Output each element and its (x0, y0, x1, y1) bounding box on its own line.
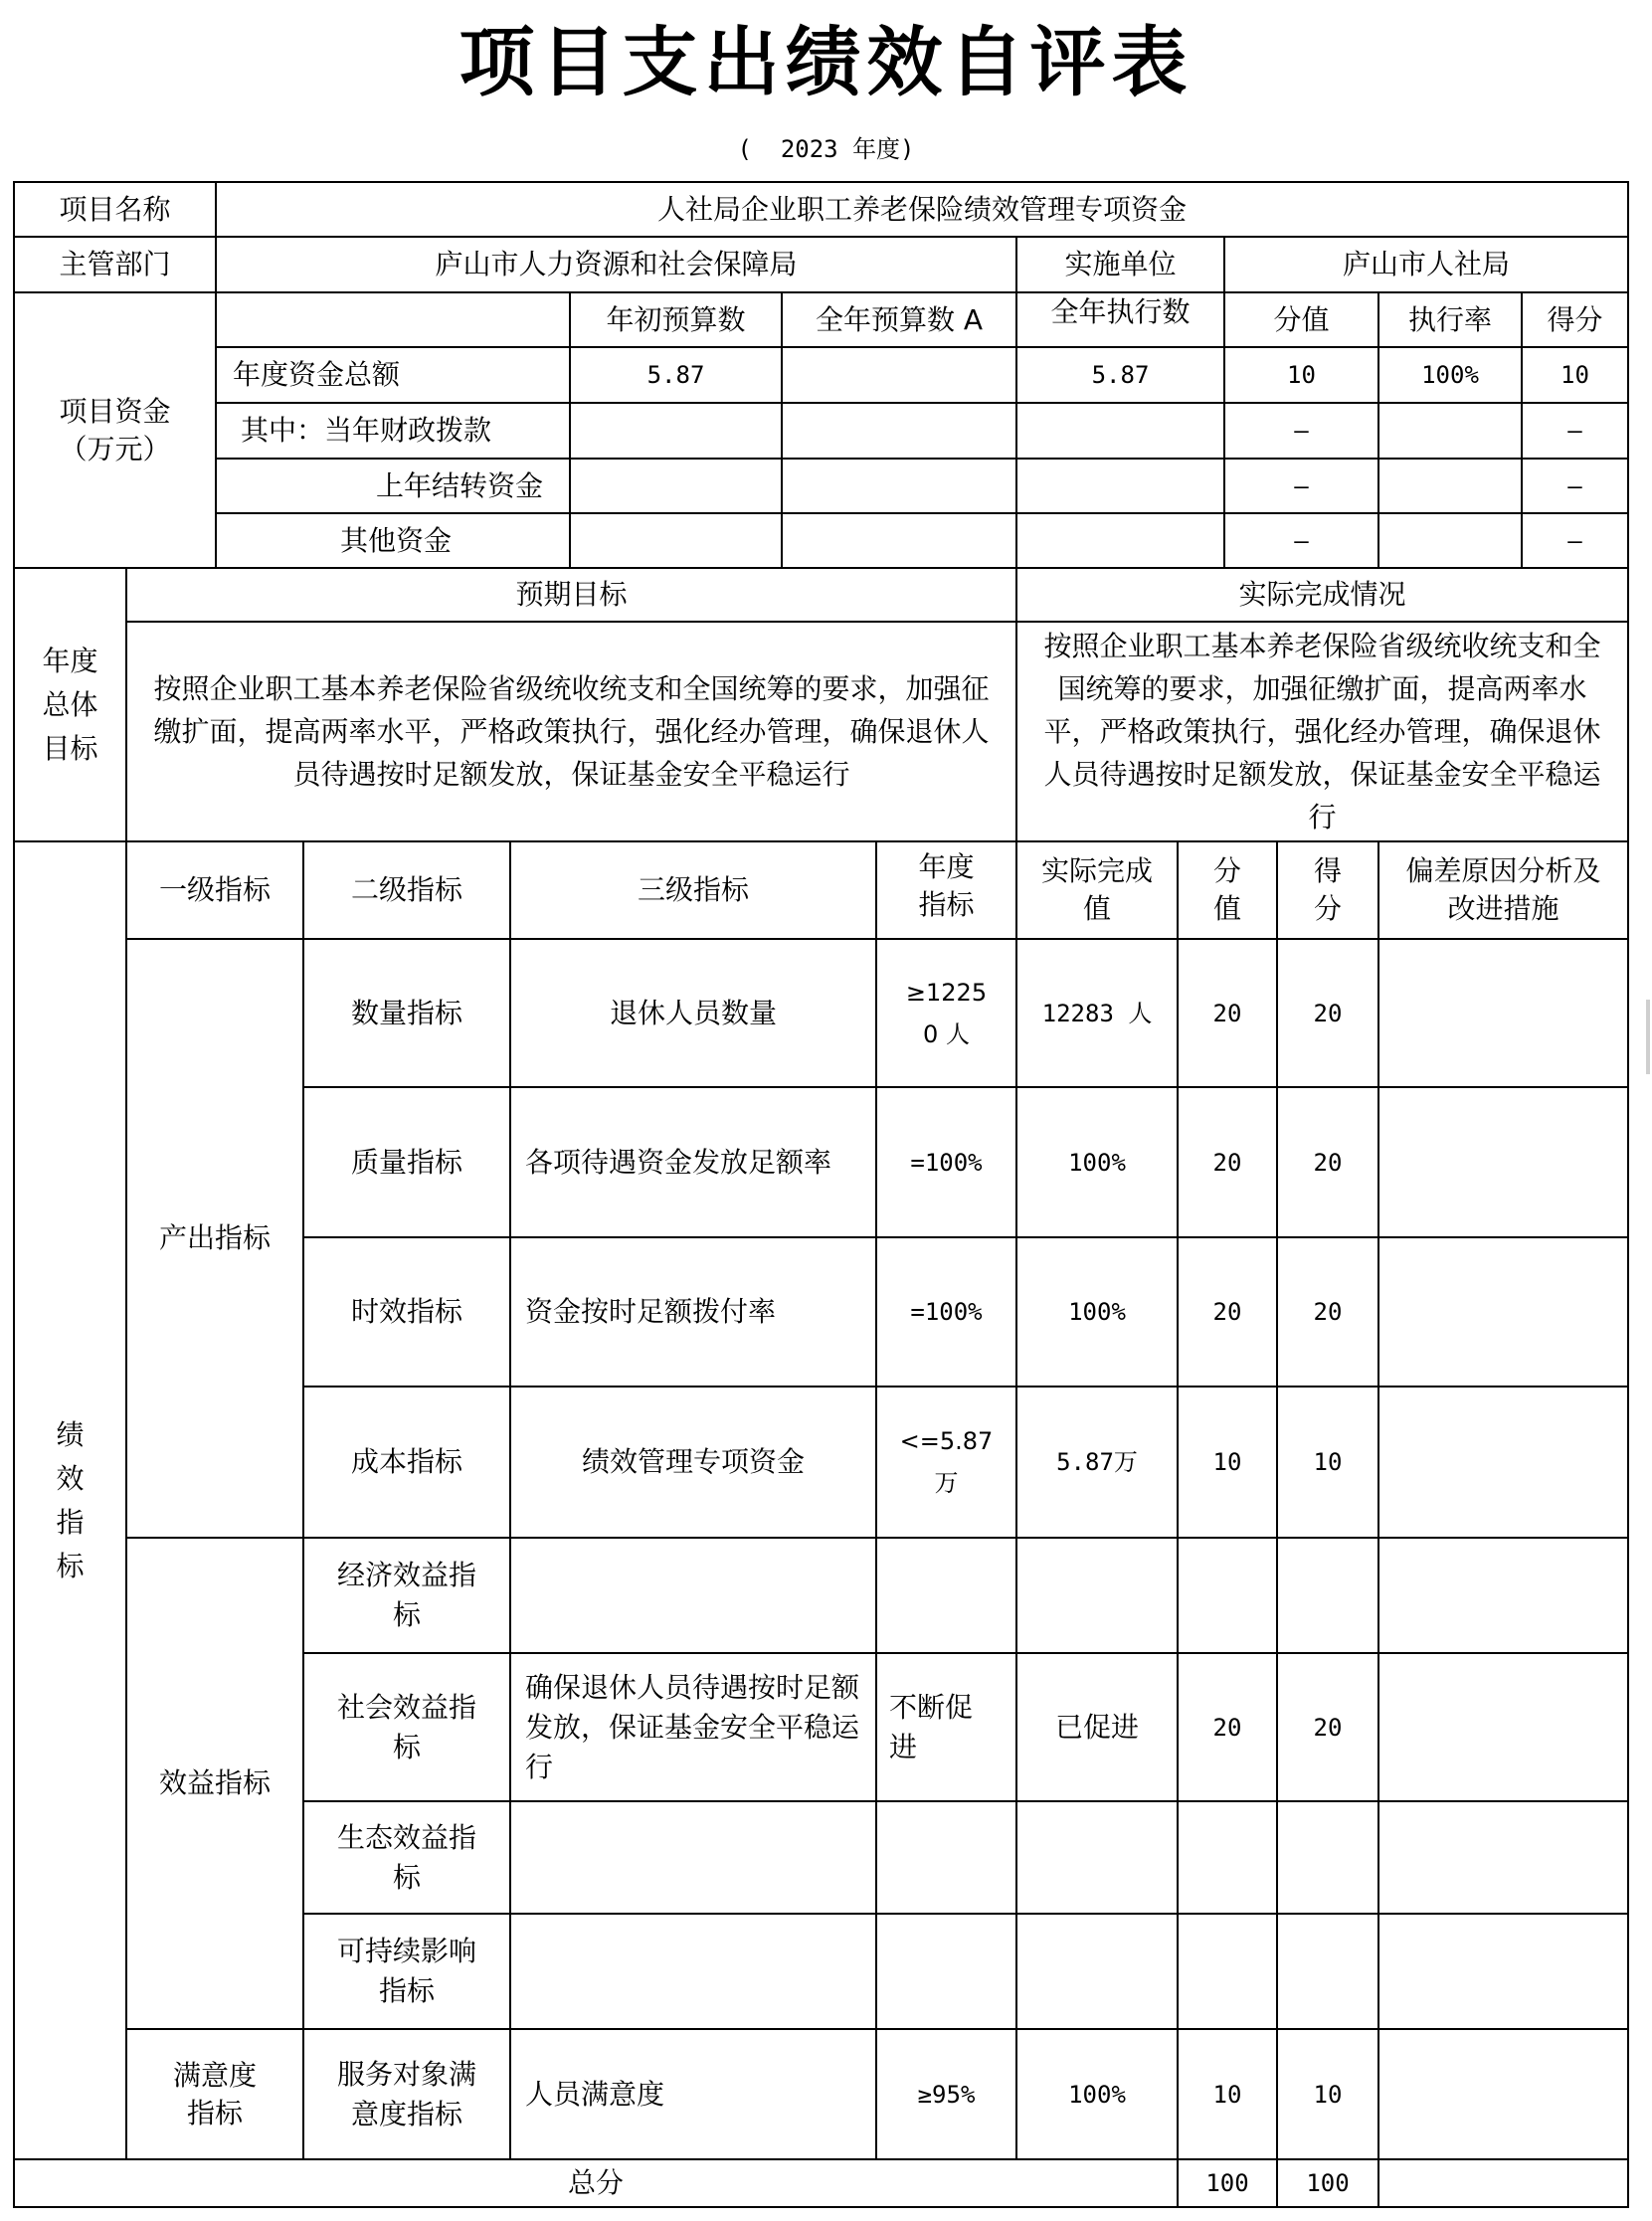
funds-executed (1015, 458, 1225, 514)
funds-initial (569, 402, 783, 460)
annual-target-cell: ≥12250 人 (875, 938, 1017, 1088)
funds-header-blank (215, 291, 571, 348)
score-cell: 20 (1276, 1236, 1379, 1388)
goals-actual-text: 按照企业职工基本养老保险省级统收统支和全国统筹的要求，加强征缴扩面，提高两率水平，严格政策执行，强化经办管理，确保退休人员待遇按时足额发放，保证基金安全平稳运行 (1015, 621, 1629, 842)
header-level1: 一级指标 (125, 840, 304, 940)
page-title: 项目支出绩效自评表 (459, 18, 1193, 106)
funds-initial (569, 512, 783, 569)
score-value-cell: 20 (1177, 938, 1278, 1088)
header-actual-value: 实际完成值 (1015, 840, 1179, 940)
annual-target-cell: =100% (875, 1236, 1017, 1388)
score-cell (1276, 1800, 1379, 1915)
actual-value-cell: 100% (1015, 1236, 1179, 1388)
impl-unit-value: 庐山市人社局 (1223, 236, 1629, 293)
level2-cell: 成本指标 (302, 1386, 511, 1539)
level2-cell: 生态效益指标 (302, 1800, 511, 1915)
project-name-label: 项目名称 (13, 181, 217, 238)
score-value-cell: 10 (1177, 2028, 1278, 2160)
deviation-cell (1377, 1652, 1629, 1802)
funds-initial (569, 458, 783, 514)
actual-value-cell: 已促进 (1015, 1652, 1179, 1802)
deviation-cell (1377, 1236, 1629, 1388)
score-cell: 10 (1276, 2028, 1379, 2160)
score-value-cell: 20 (1177, 1236, 1278, 1388)
funds-annual (781, 402, 1017, 460)
deviation-cell (1377, 2028, 1629, 2160)
impl-unit-label: 实施单位 (1015, 236, 1225, 293)
funds-annual (781, 346, 1017, 404)
level1-benefit: 效益指标 (125, 1537, 304, 2030)
funds-rate (1377, 512, 1523, 569)
deviation-cell (1377, 1913, 1629, 2030)
funds-rate: 100% (1377, 346, 1523, 404)
deviation-cell (1377, 1086, 1629, 1238)
funds-row-label: 年度资金总额 (215, 346, 571, 404)
level3-cell: 确保退休人员待遇按时足额发放，保证基金安全平稳运行 (509, 1652, 877, 1802)
total-label: 总分 (13, 2158, 1179, 2208)
annual-target-cell: 不断促进 (875, 1652, 1017, 1802)
funds-score-value: — (1223, 402, 1379, 460)
dept-value: 庐山市人力资源和社会保障局 (215, 236, 1017, 293)
score-value-cell: 20 (1177, 1652, 1278, 1802)
deviation-cell (1377, 1386, 1629, 1539)
funds-row-label: 其中：当年财政拨款 (215, 402, 571, 460)
score-cell: 10 (1276, 1386, 1379, 1539)
score-cell: 20 (1276, 1086, 1379, 1238)
funds-initial: 5.87 (569, 346, 783, 404)
funds-label: 项目资金 （万元） (13, 291, 217, 569)
header-annual-target: 年度指标 (875, 840, 1017, 940)
header-score-value: 分值 (1177, 840, 1278, 940)
funds-score: — (1521, 512, 1629, 569)
level1-satisfaction: 满意度指标 (125, 2028, 304, 2160)
funds-annual (781, 458, 1017, 514)
level3-cell: 退休人员数量 (509, 938, 877, 1088)
funds-score: — (1521, 458, 1629, 514)
annual-target-cell (875, 1800, 1017, 1915)
score-cell: 20 (1276, 1652, 1379, 1802)
funds-executed: 5.87 (1015, 346, 1225, 404)
funds-row-label: 其他资金 (215, 512, 571, 569)
header-level2: 二级指标 (302, 840, 511, 940)
score-value-cell: 20 (1177, 1086, 1278, 1238)
level2-cell: 经济效益指标 (302, 1537, 511, 1654)
score-value-cell (1177, 1537, 1278, 1654)
actual-value-cell (1015, 1913, 1179, 2030)
score-value-cell (1177, 1800, 1278, 1915)
funds-header-score-value: 分值 (1223, 291, 1379, 348)
annual-target-cell (875, 1913, 1017, 2030)
goals-expected-text: 按照企业职工基本养老保险省级统收统支和全国统筹的要求，加强征缴扩面，提高两率水平，严格政策执行，强化经办管理，确保退休人员待遇按时足额发放，保证基金安全平稳运行 (125, 621, 1017, 842)
header-level3: 三级指标 (509, 840, 877, 940)
deviation-cell (1377, 1537, 1629, 1654)
level2-cell: 社会效益指标 (302, 1652, 511, 1802)
funds-header-rate: 执行率 (1377, 291, 1523, 348)
funds-score-value: — (1223, 458, 1379, 514)
actual-value-cell: 12283 人 (1015, 938, 1179, 1088)
funds-score-value: — (1223, 512, 1379, 569)
level2-cell: 服务对象满意度指标 (302, 2028, 511, 2160)
funds-header-executed: 全年执行数 (1015, 291, 1225, 348)
annual-target-cell: ≥95% (875, 2028, 1017, 2160)
funds-executed (1015, 402, 1225, 460)
level2-cell: 可持续影响指标 (302, 1913, 511, 2030)
funds-score-value: 10 (1223, 346, 1379, 404)
funds-row-label: 上年结转资金 (215, 458, 571, 514)
score-cell (1276, 1913, 1379, 2030)
scrollbar-thumb[interactable] (1646, 1000, 1650, 1074)
funds-executed (1015, 512, 1225, 569)
project-name-value: 人社局企业职工养老保险绩效管理专项资金 (215, 181, 1629, 238)
actual-value-cell: 100% (1015, 1086, 1179, 1238)
funds-header-initial: 年初预算数 (569, 291, 783, 348)
actual-value-cell (1015, 1537, 1179, 1654)
header-score: 得分 (1276, 840, 1379, 940)
score-cell (1276, 1537, 1379, 1654)
header-deviation: 偏差原因分析及改进措施 (1377, 840, 1629, 940)
funds-score: — (1521, 402, 1629, 460)
funds-rate (1377, 458, 1523, 514)
funds-annual (781, 512, 1017, 569)
total-score: 100 (1276, 2158, 1379, 2208)
goals-expected-header: 预期目标 (125, 567, 1017, 623)
annual-target-cell: =100% (875, 1086, 1017, 1238)
goals-label: 年度 总体 目标 (13, 567, 127, 842)
funds-header-score: 得分 (1521, 291, 1629, 348)
deviation-cell (1377, 938, 1629, 1088)
level3-cell (509, 1913, 877, 2030)
level3-cell (509, 1800, 877, 1915)
level3-cell: 各项待遇资金发放足额率 (509, 1086, 877, 1238)
actual-value-cell: 5.87万 (1015, 1386, 1179, 1539)
actual-value-cell (1015, 1800, 1179, 1915)
level3-cell: 人员满意度 (509, 2028, 877, 2160)
level3-cell: 绩效管理专项资金 (509, 1386, 877, 1539)
actual-value-cell: 100% (1015, 2028, 1179, 2160)
level2-cell: 质量指标 (302, 1086, 511, 1238)
dept-label: 主管部门 (13, 236, 217, 293)
goals-actual-header: 实际完成情况 (1015, 567, 1629, 623)
deviation-cell (1377, 1800, 1629, 1915)
level2-cell: 数量指标 (302, 938, 511, 1088)
score-cell: 20 (1276, 938, 1379, 1088)
level3-cell (509, 1537, 877, 1654)
score-value-cell (1177, 1913, 1278, 2030)
total-score-value: 100 (1177, 2158, 1278, 2208)
level1-output: 产出指标 (125, 938, 304, 1539)
funds-score: 10 (1521, 346, 1629, 404)
annual-target-cell: <=5.87万 (875, 1386, 1017, 1539)
level2-cell: 时效指标 (302, 1236, 511, 1388)
total-deviation (1377, 2158, 1629, 2208)
score-value-cell: 10 (1177, 1386, 1278, 1539)
annual-target-cell (875, 1537, 1017, 1654)
funds-rate (1377, 402, 1523, 460)
fiscal-year: ( 2023 年度) (737, 135, 915, 163)
level3-cell: 资金按时足额拨付率 (509, 1236, 877, 1388)
funds-header-annual: 全年预算数 A (781, 291, 1017, 348)
indicators-section-label: 绩 效 指 标 (13, 840, 127, 2160)
